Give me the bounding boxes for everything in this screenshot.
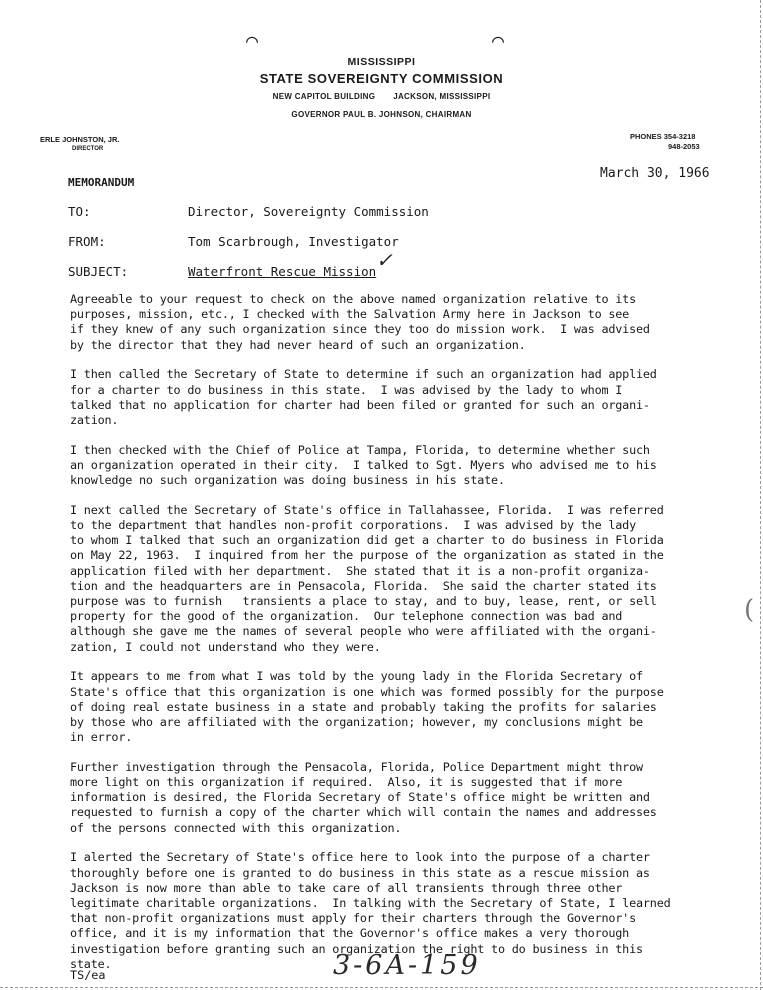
paragraph-line: office, and it is my information that the Governor's office makes a very thorough (70, 926, 630, 941)
paragraph-line: that non-profit organizations must apply for their charters through the Governor's (70, 911, 636, 926)
paragraph-line: purposes, mission, etc., I checked with the Salvation Army here in Jackson to see (70, 307, 630, 322)
paragraph-line: talked that no application for charter had been filed or granted for such an organi- (70, 397, 650, 412)
paragraph-line: tion and the headquarters are in Pensacola, Florida. She said the charter stated its (70, 578, 657, 593)
paragraph-line: It appears to me from what I was told by the young lady in the Florida Secretary of (70, 669, 643, 684)
paragraph-line: purpose was to furnish transients a place to stay, and to buy, lease, rent, or sell (70, 593, 657, 608)
letterhead-governor: GOVERNOR PAUL B. JOHNSON, CHAIRMAN (291, 110, 472, 119)
paragraph-line: by those who are affiliated with the organization; however, my conclusions might be (70, 714, 643, 729)
paragraph-line: information is desired, the Florida Secretary of State's office might be written and (70, 790, 650, 805)
paragraph-line: I then checked with the Chief of Police at Tampa, Florida, to determine whether such (70, 442, 650, 457)
memo-label: MEMORANDUM (68, 176, 135, 189)
paragraph-5 (70, 669, 750, 745)
paragraph-2 (70, 367, 750, 428)
from-label: FROM: (68, 234, 106, 249)
paragraph-4 (70, 503, 750, 655)
paragraph-line: knowledge no such organization was doing business in his state. (70, 473, 505, 488)
director-title: DIRECTOR (72, 146, 104, 152)
paragraph-line: if they knew of any such organization since they too do mission work. I was advised (70, 322, 650, 337)
paragraph-line: I next called the Secretary of State's office in Tallahassee, Florida. I was referred (70, 502, 664, 517)
paragraph-line: zation. (70, 412, 119, 427)
paragraph-6 (70, 760, 750, 836)
letterhead-bird-left-icon: ⌒ (246, 28, 259, 52)
paragraph-line: Further investigation through the Pensacola, Florida, Police Department might throw (70, 759, 643, 774)
typist-initials: TS/ea (70, 968, 106, 982)
memo-body (70, 292, 750, 986)
page-edge-right (759, 0, 761, 990)
paragraph-line: to whom I talked that such an organization did get a charter to do business in Florida (70, 533, 664, 548)
paragraph-line: state. (70, 956, 112, 971)
paragraph-line: zation, I could not understand who they were. (70, 639, 381, 654)
handwritten-check-icon: ✓ (376, 248, 393, 272)
memo-date: March 30, 1966 (600, 166, 710, 181)
letterhead-state: MISSISSIPPI (347, 56, 416, 68)
paragraph-line: more light on this organization if required. Also, it is suggested that if more (70, 775, 623, 790)
paragraph-line: for a charter to do business in this state. I was advised by the lady to whom I (70, 382, 623, 397)
paragraph-line: legitimate charitable organizations. In talking with the Secretary of State, I learned (70, 895, 671, 910)
paragraph-line: application filed with her department. She stated that it is a non-profit organiza- (70, 563, 650, 578)
phone-line-2: 948-2053 (668, 142, 700, 151)
paragraph-line: I alerted the Secretary of State's office here to look into the purpose of a charter (70, 850, 650, 865)
paragraph-line: of the persons connected with this organization. (70, 820, 402, 835)
paragraph-line: requested to furnish a copy of the charter which will contain the names and addresses (70, 805, 657, 820)
paragraph-1 (70, 292, 750, 353)
paragraph-line: Agreeable to your request to check on the above named organization relative to its (70, 292, 636, 306)
paragraph-line: of doing real estate business in a state and probably taking the profits for salaries (70, 699, 657, 714)
to-label: TO: (68, 204, 91, 219)
letterhead-address (0, 92, 763, 101)
letterhead-city: JACKSON, MISSISSIPPI (393, 92, 491, 101)
director-name: ERLE JOHNSTON, JR. (40, 135, 120, 144)
from-value: Tom Scarbrough, Investigator (188, 234, 399, 249)
paragraph-line: property for the good of the organization. Our telephone connection was bad and (70, 609, 623, 624)
paragraph-line: thoroughly before one is granted to do business in this state as a rescue mission as (70, 865, 650, 880)
phone-line-1: PHONES 354-3218 (630, 132, 696, 141)
subject-value: Waterfront Rescue Mission (188, 264, 377, 279)
paragraph-line: investigation before granting such an organization the right to do business in this (70, 941, 643, 956)
paragraph-line: by the director that they had never heard of such an organization. (70, 337, 526, 352)
paragraph-3 (70, 443, 750, 489)
paragraph-line: State's office that this organization is one which was formed possibly for the purpose (70, 684, 664, 699)
paragraph-line: to the department that handles non-profit corporations. I was advised by the lady (70, 518, 636, 533)
to-value: Director, Sovereignty Commission (188, 204, 429, 219)
handwritten-file-number: 3-6A-159 (333, 950, 481, 981)
paragraph-line: an organization operated in their city. I talked to Sgt. Myers who advised me to his (70, 457, 657, 472)
paragraph-line: I then called the Secretary of State to determine if such an organization had applied (70, 367, 657, 382)
letterhead-bird-right-icon: ⌒ (492, 28, 505, 52)
subject-label: SUBJECT: (68, 264, 129, 279)
paragraph-line: Jackson is now more than able to take care of all transients through three other (70, 880, 623, 895)
paragraph-line: on May 22, 1963. I inquired from her the purpose of the organization as stated in the (70, 548, 664, 563)
margin-mark: ( (744, 595, 755, 625)
letterhead-commission: STATE SOVEREIGNTY COMMISSION (259, 71, 504, 86)
paragraph-line: in error. (70, 730, 133, 745)
paragraph-line: although she gave me the names of several people who were affiliated with the organi- (70, 624, 657, 639)
letterhead-building: NEW CAPITOL BUILDING (272, 92, 376, 101)
